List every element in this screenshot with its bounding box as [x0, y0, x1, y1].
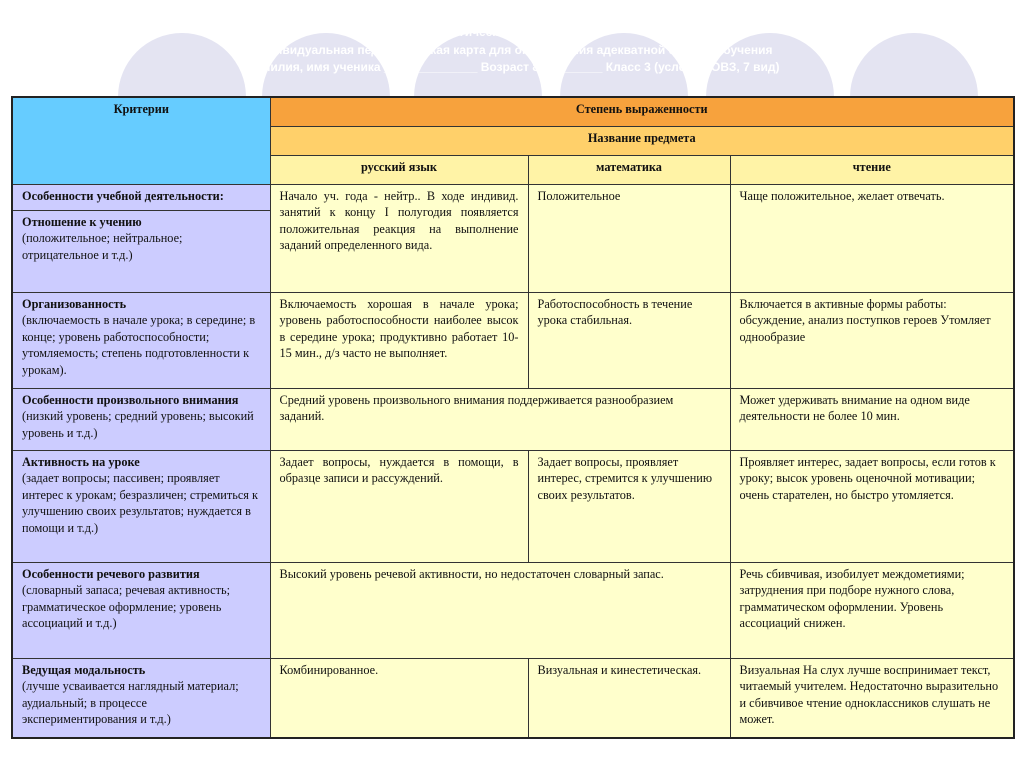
subject-russian: русский язык — [270, 155, 528, 184]
criteria-learning-activity — [12, 184, 270, 210]
cell-attention-russian-math: Средний уровень произвольного внимания поддерживается разнообразием заданий. — [270, 388, 730, 450]
cell-attitude-reading: Чаще положительное, желает отвечать. — [730, 184, 1014, 292]
cell-attitude-russian: Начало уч. года - нейтр.. В ходе индивид. занятий к концу I полугодия появляется положительная реакция на выполнение заданий определенного вида. — [270, 184, 528, 292]
criteria-organization — [12, 292, 270, 388]
criteria-title: Особенности учебной деятельности: — [22, 188, 224, 203]
cell-activity-russian: Задает вопросы, нуждается в помощи, в образце записи и рассуждений. — [270, 450, 528, 562]
criteria-speech — [12, 562, 270, 658]
header-title: Педагогическое представление — [417, 25, 607, 39]
assessment-table — [11, 96, 1015, 739]
cell-attitude-math: Положительное — [528, 184, 730, 292]
cell-activity-math: Задает вопросы, проявляет интерес, стремится к улучшению своих результатов. — [528, 450, 730, 562]
criteria-modality — [12, 658, 270, 738]
subject-name-header: Название предмета — [270, 126, 1014, 155]
subject-math: математика — [528, 155, 730, 184]
criteria-detail: (задает вопросы; пассивен; проявляет интерес к урокам; безразличен; стремиться к улучшению своих результатов; нуждается в помощи и т.д.) — [22, 471, 259, 535]
cell-modality-reading: Визуальная На слух лучше воспринимает текст, читаемый учителем. Недостаточно выразительно и сбивчивое чтение одноклассников слушать не может. — [730, 658, 1014, 738]
cell-speech-reading: Речь сбивчивая, изобилует междометиями; затруднения при подборе нужного слова, грамматическом оформлении. Уровень ассоциаций снижен. — [730, 562, 1014, 658]
criteria-title: Активность на уроке — [22, 454, 140, 469]
criteria-detail: (положительное; нейтральное; отрицательное и т.д.) — [22, 231, 183, 262]
degree-header: Степень выраженности — [270, 97, 1014, 126]
criteria-attitude — [12, 210, 270, 292]
cell-speech-russian-math: Высокий уровень речевой активности, но недостаточен словарный запас. — [270, 562, 730, 658]
criteria-title: Организованность — [22, 296, 127, 311]
criteria-title: Отношение к учению — [22, 214, 142, 229]
cell-modality-russian: Комбинированное. — [270, 658, 528, 738]
criteria-detail: (низкий уровень; средний уровень; высокий уровень и т.д.) — [22, 409, 254, 440]
header-subtitle: Индивидуальная педагогическая карта для определения адекватной формы обучения — [251, 43, 773, 57]
cell-organization-russian: Включаемость хорошая в начале урока; уровень работоспособности наиболее высок в середине урока; продуктивно работает 10-15 мин., д/з часто не выполняет. — [270, 292, 528, 388]
cell-organization-math: Работоспособность в течение урока стабильная. — [528, 292, 730, 388]
criteria-attention — [12, 388, 270, 450]
header-student-line: Фамилия, имя ученика ______________ Возраст 8 _________ Класс 3 (условия ОВЗ, 7 вид) — [244, 60, 780, 74]
criteria-title: Особенности речевого развития — [22, 566, 200, 581]
criteria-detail: (включаемость в начале урока; в середине; в конце; уровень работоспособности; утомляемость; степень подготовленности к урокам). — [22, 313, 256, 377]
cell-modality-math: Визуальная и кинестетическая. — [528, 658, 730, 738]
cell-activity-reading: Проявляет интерес, задает вопросы, если готов к уроку; высок уровень оценочной мотивации; очень старателен, но быстро утомляется. — [730, 450, 1014, 562]
criteria-detail: (лучше усваивается наглядный материал; аудиальный; в процессе экспериментирования и т.д.) — [22, 679, 239, 726]
criteria-header: Критерии — [12, 97, 270, 184]
subject-reading: чтение — [730, 155, 1014, 184]
cell-attention-reading: Может удерживать внимание на одном виде деятельности не более 10 мин. — [730, 388, 1014, 450]
criteria-title: Ведущая модальность — [22, 662, 146, 677]
cell-organization-reading: Включается в активные формы работы: обсуждение, анализ поступков героев Утомляет однообразие — [730, 292, 1014, 388]
criteria-activity — [12, 450, 270, 562]
criteria-detail: (словарный запаса; речевая активность; грамматическое оформление; уровень ассоциаций и т.д.) — [22, 583, 231, 630]
criteria-title: Особенности произвольного внимания — [22, 392, 239, 407]
